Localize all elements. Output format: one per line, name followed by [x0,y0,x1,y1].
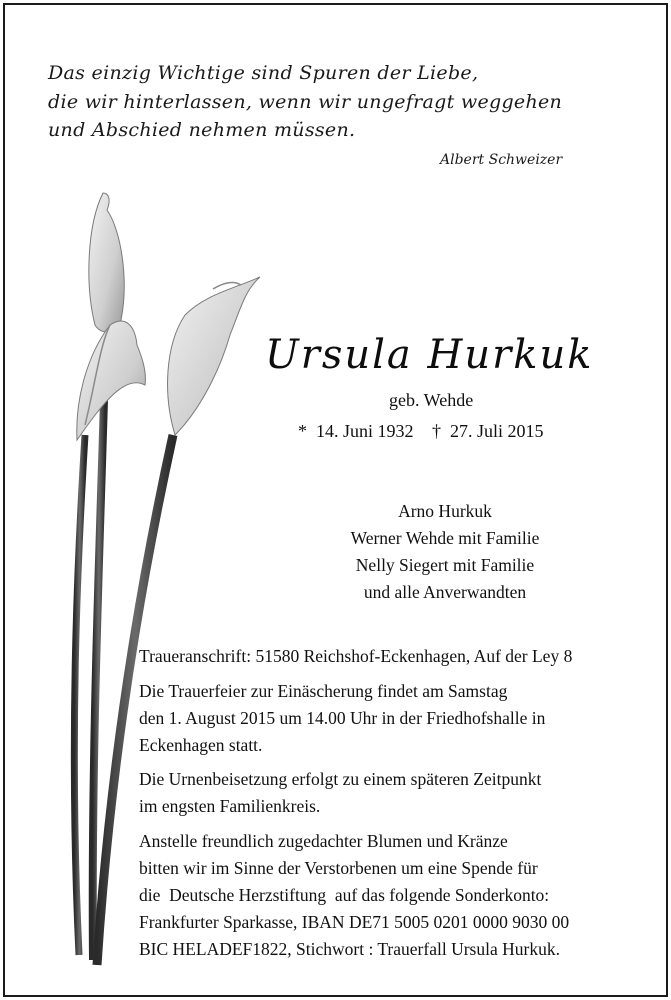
quote-line: die wir hinterlassen, wenn wir ungefragt weggehen [48,91,563,113]
quote-author: Albert Schweizer [440,152,563,168]
text-line: Anstelle freundlich zugedachter Blumen und Kränze [139,831,508,851]
quote-line: und Abschied nehmen müssen. [48,119,356,141]
text-line: Eckenhagen statt. [139,735,263,755]
mourner: Arno Hurkuk [398,501,492,521]
birth-date: 14. Juni 1932 [316,421,414,441]
funeral-paragraph [139,678,545,759]
mourners-list [300,498,590,606]
mourner: Werner Wehde mit Familie [350,528,540,548]
text-line: den 1. August 2015 um 14.00 Uhr in der Friedhofshalle in [139,708,546,728]
mourner: und alle Anverwandten [363,582,527,602]
text-line: Die Urnenbeisetzung erfolgt zu einem späteren Zeitpunkt [139,769,542,789]
text-line: Die Trauerfeier zur Einäscherung findet am Samstag [139,681,508,701]
urn-burial-paragraph [139,766,541,820]
deceased-name: Ursula Hurkuk [265,332,594,378]
birth-symbol: * [298,421,307,441]
mourner: Nelly Siegert mit Familie [355,555,535,575]
address-line: Traueranschrift: 51580 Reichshof-Eckenhagen, Auf der Ley 8 [139,646,573,666]
maiden-name: geb. Wehde [389,390,474,410]
text-line: die Deutsche Herzstiftung auf das folgende Sonderkonto: [139,885,550,905]
text-line: im engsten Familienkreis. [139,796,321,816]
donation-paragraph [139,828,569,963]
text-line: BIC HELADEF1822, Stichwort : Trauerfall Ursula Hurkuk. [139,939,560,959]
text-line: bitten wir im Sinne der Verstorbenen um eine Spende für [139,858,538,878]
life-dates [298,421,544,442]
text-line: Frankfurter Sparkasse, IBAN DE71 5005 0201 0000 9030 00 [139,912,570,932]
death-date: 27. Juli 2015 [450,421,544,441]
quote-line: Das einzig Wichtige sind Spuren der Liebe, [48,62,479,84]
death-symbol: † [432,421,442,441]
